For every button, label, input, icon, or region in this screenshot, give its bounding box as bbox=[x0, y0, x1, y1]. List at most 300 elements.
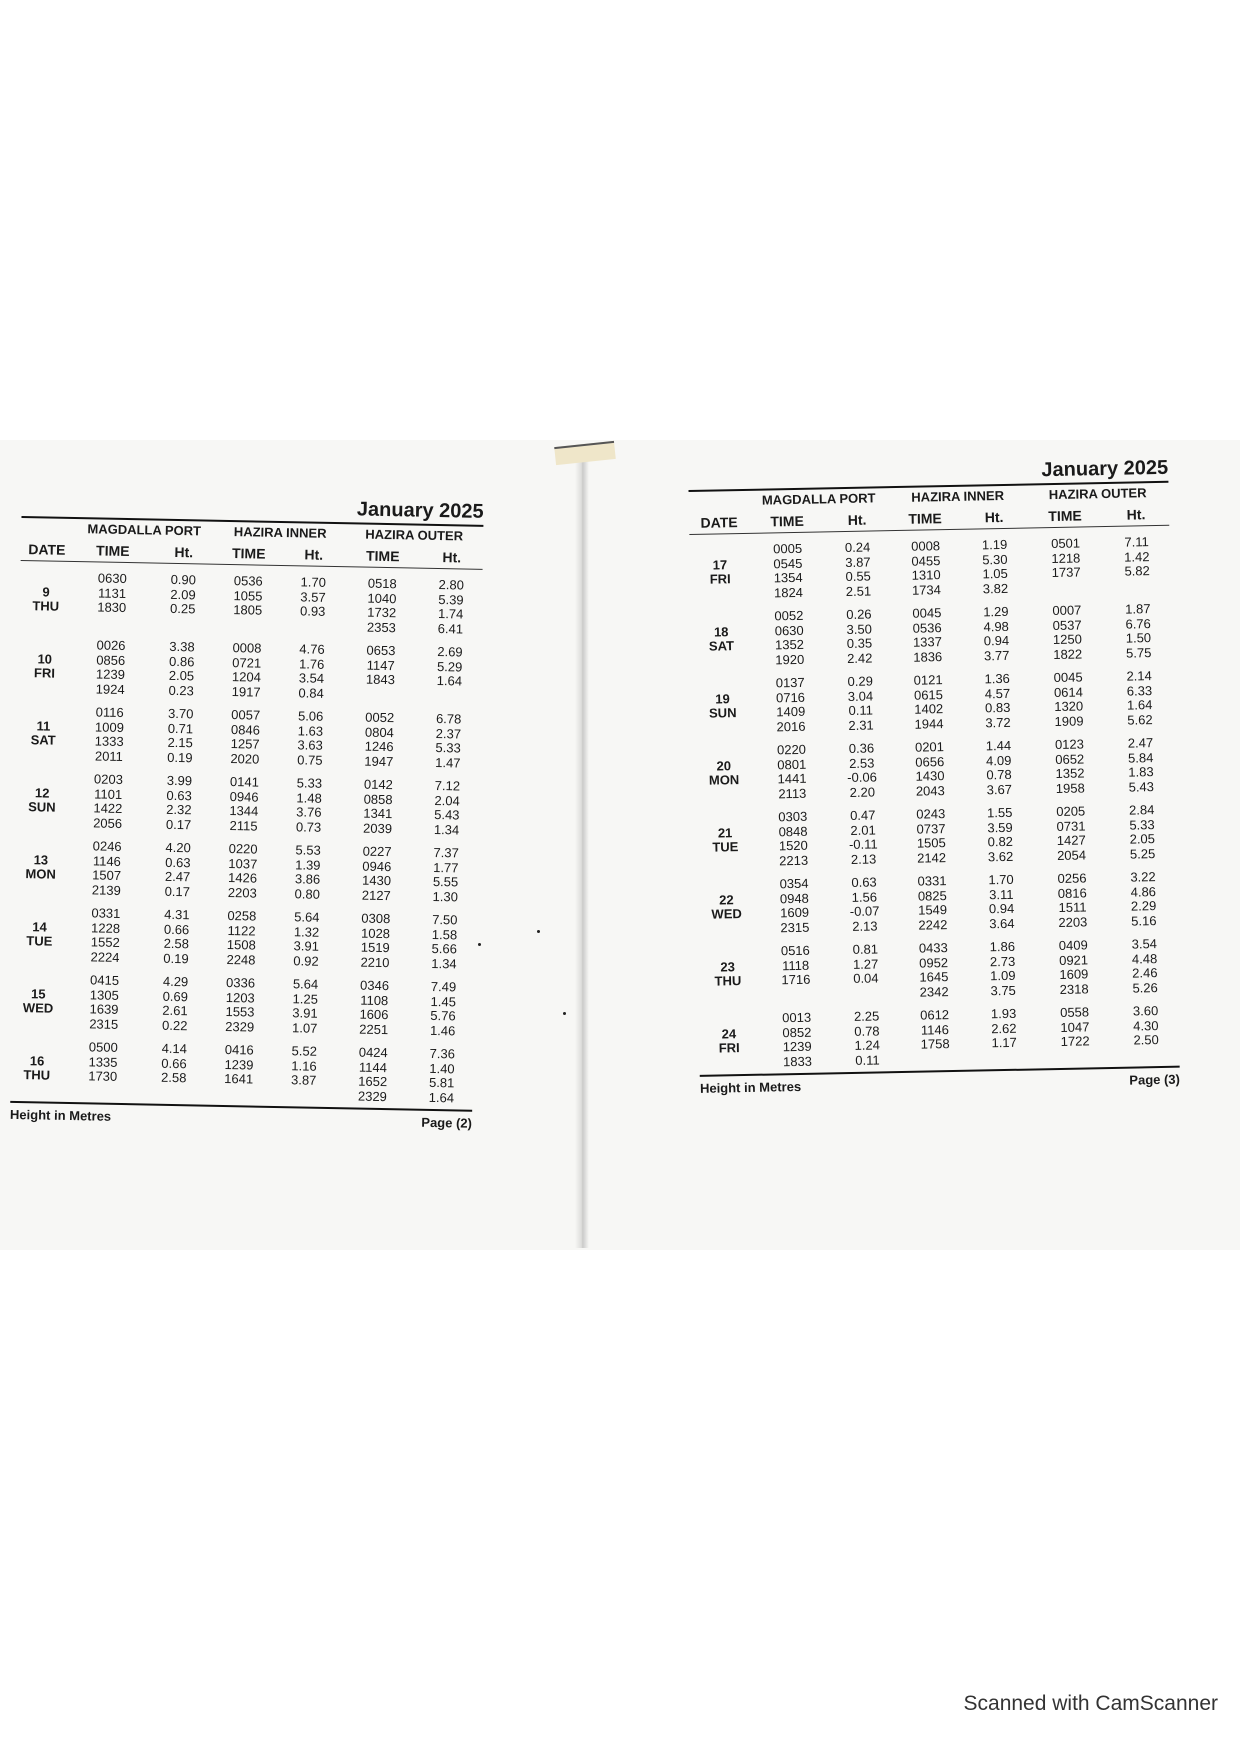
tide-page-left bbox=[10, 490, 484, 1131]
hazira-inner-time-cell: 0846 bbox=[230, 721, 261, 738]
magdalla-time-cell: 1609 bbox=[780, 904, 810, 921]
hazira-inner-height-cell: 3.57 bbox=[300, 588, 326, 605]
hazira-inner-time-cell: 1203 bbox=[225, 989, 255, 1006]
hazira-inner-height-cell: 4.98 bbox=[983, 618, 1009, 634]
hazira-outer-height-cell: 7.50 bbox=[432, 911, 458, 928]
hazira-outer-time-cell: 0946 bbox=[362, 858, 392, 874]
weekday: MON bbox=[708, 772, 740, 788]
day-list bbox=[690, 535, 1180, 1071]
hazira-outer-time-cell: 1352 bbox=[1055, 765, 1085, 781]
hazira-outer-height-cell: 4.30 bbox=[1133, 1017, 1159, 1034]
hazira-outer-height-cell: 2.29 bbox=[1130, 898, 1157, 914]
magdalla-time-cell: 0005 bbox=[773, 540, 803, 557]
date-cell bbox=[697, 945, 758, 1004]
hazira-inner-height-cell: 0.73 bbox=[295, 818, 322, 835]
hazira-outer-time-cell: 0308 bbox=[361, 910, 391, 927]
hazira-outer-height-cell: 5.39 bbox=[438, 591, 464, 607]
hazira-inner-height-cell: 0.82 bbox=[987, 833, 1014, 850]
magdalla-height-cell: 3.87 bbox=[845, 554, 871, 570]
hazira-inner-time-cell: 1402 bbox=[914, 701, 944, 717]
hazira-inner-height-cell: 5.53 bbox=[295, 842, 321, 858]
magdalla-time-cell: 1507 bbox=[92, 867, 122, 883]
day-number: 24 bbox=[721, 1025, 737, 1041]
magdalla-time-cell: 0052 bbox=[774, 607, 804, 624]
hazira-inner-time-cell: 1055 bbox=[233, 587, 263, 604]
hazira-outer-time-column bbox=[1034, 871, 1111, 930]
hazira-inner-height-cell: 5.33 bbox=[296, 775, 323, 791]
magdalla-height-cell: -0.07 bbox=[849, 903, 880, 919]
hazira-outer-time-cell: 0424 bbox=[358, 1044, 388, 1061]
hazira-outer-height-cell: 6.76 bbox=[1125, 615, 1151, 632]
hazira-outer-height-cell: 3.60 bbox=[1132, 1003, 1159, 1019]
hazira-outer-time-cell: 0045 bbox=[1053, 669, 1083, 686]
hazira-inner-time-cell: 0455 bbox=[911, 552, 941, 569]
magdalla-time-column bbox=[67, 772, 148, 832]
magdalla-time-cell: 0801 bbox=[777, 756, 807, 772]
group-magdalla-port: MAGDALLA PORT bbox=[761, 490, 876, 508]
hazira-inner-time-column bbox=[213, 574, 282, 633]
magdalla-height-cell: 2.13 bbox=[852, 917, 878, 934]
weekday: THU bbox=[714, 973, 742, 989]
hazira-inner-time-column bbox=[895, 807, 968, 866]
hazira-inner-height-column bbox=[964, 671, 1031, 730]
day-number: 12 bbox=[34, 784, 50, 801]
hazira-inner-height-cell: 3.67 bbox=[986, 781, 1013, 797]
magdalla-time-cell: 2056 bbox=[93, 814, 123, 831]
magdalla-height-column bbox=[826, 540, 891, 599]
hazira-inner-time-column bbox=[891, 606, 964, 665]
hazira-inner-height-cell: 3.11 bbox=[989, 886, 1014, 902]
day-block bbox=[14, 838, 477, 905]
hazira-outer-time-column bbox=[1031, 737, 1108, 796]
magdalla-time-cell: 1833 bbox=[782, 1053, 813, 1069]
hazira-outer-height-column bbox=[1112, 1004, 1179, 1063]
magdalla-height-cell: 3.70 bbox=[167, 705, 194, 722]
group-hazira-outer: HAZIRA OUTER bbox=[365, 526, 464, 544]
day-block bbox=[19, 570, 482, 637]
day-number: 22 bbox=[718, 891, 734, 907]
magdalla-height-cell: 0.78 bbox=[854, 1022, 880, 1039]
magdalla-time-cell: 0630 bbox=[774, 622, 804, 638]
hazira-inner-height-cell: 0.94 bbox=[983, 632, 1010, 649]
hazira-inner-height-cell: 3.75 bbox=[990, 982, 1016, 998]
hazira-inner-height-cell: 1.09 bbox=[990, 967, 1016, 984]
magdalla-height-cell: 4.29 bbox=[162, 973, 189, 990]
hazira-inner-time-cell: 1944 bbox=[914, 715, 944, 732]
day-block bbox=[690, 535, 1171, 602]
month-title: January 2025 bbox=[356, 498, 484, 523]
hazira-inner-time-cell: 1553 bbox=[225, 1004, 255, 1020]
hazira-inner-time-cell: 0615 bbox=[913, 686, 944, 703]
hazira-outer-time-cell: 1511 bbox=[1058, 899, 1087, 915]
magdalla-height-cell: 0.29 bbox=[847, 673, 873, 689]
hazira-inner-height-column bbox=[276, 843, 339, 902]
group-hazira-inner: HAZIRA INNER bbox=[911, 487, 1005, 505]
hazira-outer-time-cell: 0123 bbox=[1054, 736, 1085, 753]
weekday: WED bbox=[711, 906, 742, 922]
hazira-outer-time-cell: 0142 bbox=[363, 776, 394, 793]
hazira-inner-time-cell: 0825 bbox=[917, 887, 947, 904]
scan-speck bbox=[478, 943, 481, 946]
hazira-outer-time-cell: 0409 bbox=[1058, 937, 1088, 953]
magdalla-height-cell: 0.04 bbox=[853, 970, 879, 986]
magdalla-height-cell: 4.20 bbox=[165, 839, 191, 856]
weekday: TUE bbox=[26, 933, 53, 949]
col-time-label: TIME bbox=[770, 512, 804, 530]
hazira-inner-time-cell: 1645 bbox=[919, 969, 949, 985]
magdalla-time-cell: 0220 bbox=[776, 741, 807, 758]
hazira-inner-time-column bbox=[209, 775, 278, 834]
height-unit-note: Height in Metres bbox=[699, 1078, 802, 1096]
day-number: 20 bbox=[716, 757, 732, 774]
hazira-outer-height-cell: 7.49 bbox=[430, 978, 457, 995]
hazira-outer-height-cell: 1.77 bbox=[433, 859, 459, 875]
hazira-outer-time-cell: 1652 bbox=[358, 1073, 388, 1090]
hazira-inner-time-cell: 0057 bbox=[231, 707, 261, 723]
hazira-inner-time-column bbox=[896, 874, 969, 933]
hazira-outer-height-cell: 5.25 bbox=[1129, 845, 1156, 862]
day-number: 14 bbox=[32, 918, 48, 935]
magdalla-height-cell: 0.17 bbox=[165, 816, 192, 832]
hazira-inner-time-cell: 1917 bbox=[231, 683, 261, 700]
magdalla-height-cell: 2.01 bbox=[850, 821, 876, 838]
magdalla-height-column bbox=[833, 942, 898, 1001]
hazira-inner-height-cell: 5.30 bbox=[982, 551, 1008, 567]
hazira-outer-height-column bbox=[1105, 602, 1172, 661]
hazira-inner-height-cell: 1.05 bbox=[982, 565, 1008, 582]
hazira-outer-height-cell: 5.66 bbox=[431, 940, 458, 957]
hazira-inner-height-column bbox=[963, 604, 1030, 663]
hazira-outer-height-cell: 1.50 bbox=[1125, 630, 1152, 646]
date-cell bbox=[699, 1012, 760, 1071]
magdalla-time-cell: 0630 bbox=[97, 570, 127, 587]
hazira-outer-time-cell: 1047 bbox=[1060, 1018, 1090, 1035]
hazira-inner-time-cell: 0612 bbox=[920, 1007, 950, 1023]
magdalla-height-cell: -0.06 bbox=[847, 769, 877, 785]
magdalla-height-cell: 0.86 bbox=[168, 653, 195, 669]
hazira-outer-time-cell: 0346 bbox=[359, 977, 390, 994]
hazira-outer-height-column bbox=[1111, 937, 1178, 996]
hazira-outer-time-column bbox=[1036, 1005, 1113, 1064]
magdalla-time-cell: 0203 bbox=[93, 771, 124, 787]
magdalla-height-column bbox=[146, 840, 209, 899]
hazira-inner-time-column bbox=[208, 842, 277, 901]
hazira-inner-time-column bbox=[889, 539, 962, 598]
magdalla-height-cell: 0.47 bbox=[849, 807, 876, 823]
magdalla-height-column bbox=[831, 808, 896, 867]
hazira-inner-height-column bbox=[968, 872, 1035, 931]
hazira-inner-time-column bbox=[207, 909, 276, 968]
hazira-outer-time-cell: 1909 bbox=[1054, 712, 1084, 729]
hazira-outer-time-column bbox=[1029, 603, 1106, 662]
col-ht-label: Ht. bbox=[1126, 506, 1146, 523]
hazira-inner-height-column bbox=[969, 939, 1036, 998]
day-number: 21 bbox=[717, 824, 733, 840]
magdalla-time-cell: 1228 bbox=[91, 919, 121, 936]
magdalla-height-column bbox=[142, 1041, 205, 1100]
magdalla-time-cell: 0354 bbox=[779, 875, 809, 892]
hazira-inner-time-cell: 2020 bbox=[230, 750, 260, 767]
col-ht-label: Ht. bbox=[442, 549, 462, 566]
hazira-inner-time-cell: 1257 bbox=[230, 736, 260, 752]
col-date-label: DATE bbox=[700, 514, 738, 531]
hazira-outer-time-column bbox=[1030, 670, 1107, 729]
date-cell bbox=[14, 838, 67, 897]
hazira-outer-time-column bbox=[334, 1045, 411, 1104]
hazira-inner-time-cell: 1641 bbox=[224, 1070, 254, 1087]
hazira-outer-time-cell: 1246 bbox=[364, 738, 394, 755]
hazira-inner-height-cell: 1.32 bbox=[293, 923, 320, 940]
hazira-inner-time-cell: 0141 bbox=[229, 774, 260, 790]
day-number: 18 bbox=[713, 623, 729, 640]
hazira-inner-height-cell: 3.54 bbox=[298, 670, 325, 686]
hazira-inner-height-cell: 1.44 bbox=[985, 737, 1012, 754]
book-fold bbox=[575, 448, 589, 1248]
hazira-outer-height-cell: 5.43 bbox=[1128, 778, 1155, 795]
hazira-outer-time-cell: 0537 bbox=[1052, 616, 1082, 633]
magdalla-time-cell: 0116 bbox=[95, 704, 124, 720]
hazira-inner-height-cell: 0.84 bbox=[298, 684, 324, 701]
hazira-outer-time-cell: 1108 bbox=[360, 992, 389, 1008]
hazira-inner-time-cell: 0008 bbox=[911, 538, 941, 554]
magdalla-time-cell: 2213 bbox=[779, 852, 809, 868]
hazira-inner-height-cell: 1.29 bbox=[983, 603, 1009, 620]
hazira-outer-height-column bbox=[1106, 669, 1173, 728]
magdalla-time-cell: 0246 bbox=[92, 838, 122, 854]
magdalla-height-cell: 0.24 bbox=[844, 539, 871, 556]
hazira-outer-height-cell: 4.48 bbox=[1131, 950, 1158, 967]
hazira-outer-height-cell: 1.58 bbox=[431, 926, 458, 942]
hazira-inner-height-cell: 3.63 bbox=[297, 737, 323, 753]
col-ht-label: Ht. bbox=[847, 511, 867, 528]
hazira-inner-time-cell: 0336 bbox=[225, 975, 256, 991]
date-cell bbox=[693, 744, 754, 803]
magdalla-height-cell: 2.20 bbox=[849, 783, 876, 800]
day-number: 9 bbox=[42, 583, 50, 600]
magdalla-time-cell: 2315 bbox=[89, 1015, 119, 1032]
hazira-inner-height-cell: 1.70 bbox=[300, 574, 327, 590]
hazira-inner-height-column bbox=[965, 738, 1032, 797]
hazira-outer-time-column bbox=[336, 978, 413, 1037]
weekday: SUN bbox=[708, 705, 737, 721]
hazira-outer-height-cell: 2.84 bbox=[1128, 802, 1155, 818]
page-number: Page (3) bbox=[1129, 1071, 1181, 1088]
hazira-inner-height-column bbox=[274, 977, 337, 1036]
weekday: FRI bbox=[709, 571, 731, 587]
magdalla-time-cell: 2224 bbox=[90, 948, 120, 965]
hazira-inner-time-cell: 2115 bbox=[229, 817, 258, 834]
magdalla-height-cell: 4.31 bbox=[164, 906, 190, 923]
month-title: January 2025 bbox=[1041, 456, 1169, 482]
hazira-outer-height-column bbox=[1109, 803, 1176, 862]
magdalla-height-cell: 0.66 bbox=[163, 921, 190, 937]
magdalla-time-cell: 2113 bbox=[778, 785, 807, 801]
magdalla-time-cell: 0545 bbox=[773, 555, 803, 571]
hazira-outer-height-cell: 2.46 bbox=[1132, 965, 1158, 981]
hazira-outer-height-cell: 2.69 bbox=[437, 644, 463, 660]
hazira-outer-time-cell: 2054 bbox=[1056, 846, 1087, 863]
magdalla-height-cell: 2.13 bbox=[850, 850, 877, 867]
hazira-outer-height-cell: 5.43 bbox=[434, 806, 460, 823]
hazira-outer-time-cell: 2127 bbox=[361, 887, 391, 903]
magdalla-height-cell: 2.51 bbox=[845, 583, 872, 599]
magdalla-height-cell: 1.56 bbox=[851, 888, 878, 905]
magdalla-time-column bbox=[65, 906, 146, 966]
magdalla-time-cell: 1009 bbox=[94, 718, 125, 735]
day-number: 16 bbox=[29, 1052, 45, 1069]
date-cell bbox=[17, 704, 70, 763]
hazira-outer-height-cell: 2.14 bbox=[1126, 668, 1152, 684]
col-time-label: TIME bbox=[908, 510, 942, 527]
magdalla-time-column bbox=[66, 839, 147, 899]
magdalla-height-cell: 0.22 bbox=[161, 1017, 188, 1033]
hazira-inner-time-column bbox=[204, 1043, 273, 1102]
hazira-outer-time-column bbox=[337, 911, 414, 970]
date-spacer bbox=[21, 518, 73, 539]
hazira-inner-height-column bbox=[961, 537, 1028, 596]
magdalla-height-cell: 2.58 bbox=[163, 935, 190, 952]
group-hazira-outer: HAZIRA OUTER bbox=[1048, 485, 1147, 503]
magdalla-height-cell: 0.35 bbox=[846, 635, 873, 651]
magdalla-time-column bbox=[753, 742, 830, 801]
magdalla-height-column bbox=[827, 607, 892, 666]
hazira-inner-time-cell: 2329 bbox=[225, 1018, 255, 1035]
magdalla-time-column bbox=[752, 675, 829, 734]
hazira-inner-height-column bbox=[281, 575, 344, 634]
hazira-outer-time-cell: 2203 bbox=[1058, 913, 1088, 930]
hazira-inner-height-cell: 5.06 bbox=[297, 708, 324, 724]
hazira-outer-height-cell: 2.50 bbox=[1133, 1032, 1159, 1048]
hazira-inner-height-cell: 1.36 bbox=[984, 670, 1010, 687]
hazira-inner-time-cell: 1426 bbox=[227, 870, 258, 886]
magdalla-height-cell: 0.66 bbox=[161, 1055, 187, 1071]
weekday: MON bbox=[25, 866, 56, 882]
hazira-inner-height-cell: 0.94 bbox=[988, 900, 1015, 917]
hazira-inner-height-cell: 3.87 bbox=[290, 1072, 317, 1088]
hazira-inner-time-cell: 0737 bbox=[916, 820, 946, 837]
hazira-outer-time-column bbox=[1033, 804, 1110, 863]
hazira-outer-time-cell: 1320 bbox=[1054, 698, 1084, 715]
hazira-inner-height-cell: 0.93 bbox=[299, 603, 326, 619]
magdalla-time-cell: 0415 bbox=[89, 972, 120, 988]
hazira-outer-time-cell: 1606 bbox=[359, 1006, 389, 1023]
magdalla-height-cell: 0.63 bbox=[165, 854, 191, 870]
weekday: THU bbox=[32, 598, 60, 614]
weekday: SAT bbox=[30, 732, 56, 748]
col-ht-label: Ht. bbox=[304, 546, 324, 563]
weekday: FRI bbox=[718, 1040, 740, 1056]
hazira-inner-time-cell: 2242 bbox=[918, 916, 948, 933]
hazira-outer-time-cell: 0858 bbox=[363, 791, 393, 807]
magdalla-height-cell: 0.69 bbox=[162, 988, 189, 1004]
day-block bbox=[692, 669, 1173, 736]
tide-page-right bbox=[688, 455, 1180, 1096]
magdalla-time-column bbox=[750, 541, 827, 600]
hazira-outer-time-cell: 0227 bbox=[362, 843, 392, 860]
hazira-outer-time-cell: 0518 bbox=[367, 575, 397, 592]
magdalla-height-column bbox=[829, 741, 894, 800]
weekday: SUN bbox=[28, 799, 56, 815]
hazira-inner-time-cell: 1734 bbox=[911, 581, 942, 598]
date-spacer bbox=[689, 491, 749, 512]
magdalla-time-cell: 2016 bbox=[776, 718, 806, 734]
hazira-outer-height-column bbox=[412, 980, 475, 1039]
magdalla-time-cell: 1422 bbox=[93, 800, 123, 816]
magdalla-height-cell: 1.24 bbox=[854, 1037, 880, 1053]
date-cell bbox=[692, 677, 753, 736]
hazira-inner-height-cell: 5.64 bbox=[292, 976, 319, 992]
hazira-inner-time-cell: 0721 bbox=[232, 654, 262, 671]
hazira-outer-time-cell: 2039 bbox=[362, 820, 393, 836]
hazira-outer-height-cell: 5.29 bbox=[436, 658, 463, 674]
hazira-inner-time-cell: 2203 bbox=[227, 884, 257, 901]
hazira-inner-height-column bbox=[279, 709, 342, 768]
magdalla-time-cell: 1146 bbox=[92, 852, 122, 869]
hazira-inner-time-cell: 1549 bbox=[917, 902, 948, 918]
day-number: 23 bbox=[720, 958, 736, 974]
hazira-inner-height-cell: 1.39 bbox=[295, 856, 321, 873]
hazira-inner-height-cell: 1.48 bbox=[296, 789, 322, 806]
magdalla-time-cell: 1920 bbox=[775, 651, 805, 667]
magdalla-time-cell: 1730 bbox=[88, 1068, 118, 1084]
col-ht-label: Ht. bbox=[984, 508, 1004, 526]
hazira-inner-time-cell: 1204 bbox=[231, 669, 262, 685]
hazira-outer-height-cell: 2.80 bbox=[438, 577, 465, 593]
day-number: 17 bbox=[712, 556, 728, 573]
hazira-outer-time-cell: 1040 bbox=[367, 590, 397, 606]
hazira-outer-time-cell: 0256 bbox=[1057, 870, 1087, 886]
hazira-inner-height-cell: 2.73 bbox=[989, 953, 1016, 969]
hazira-outer-height-cell: 1.64 bbox=[1126, 697, 1153, 713]
magdalla-height-column bbox=[149, 706, 212, 765]
hazira-inner-time-cell: 1122 bbox=[227, 922, 256, 939]
page-number: Page (2) bbox=[421, 1114, 473, 1131]
hazira-outer-height-cell: 5.16 bbox=[1131, 912, 1157, 929]
hazira-outer-height-cell: 7.36 bbox=[429, 1045, 456, 1062]
magdalla-time-cell: 1118 bbox=[781, 957, 810, 973]
magdalla-height-cell: 3.38 bbox=[169, 638, 195, 655]
magdalla-height-cell: 0.23 bbox=[168, 682, 194, 698]
hazira-outer-height-cell: 1.64 bbox=[428, 1089, 455, 1105]
hazira-inner-height-cell: 1.19 bbox=[981, 536, 1008, 553]
magdalla-height-cell: 0.26 bbox=[846, 606, 872, 622]
hazira-outer-height-column bbox=[1110, 870, 1177, 929]
hazira-outer-time-cell: 1341 bbox=[363, 805, 393, 822]
hazira-outer-height-cell: 2.05 bbox=[1129, 831, 1156, 847]
hazira-outer-time-column bbox=[1027, 536, 1104, 595]
col-time-label: TIME bbox=[95, 542, 130, 560]
hazira-inner-time-cell: 1239 bbox=[224, 1056, 254, 1073]
hazira-inner-height-cell: 3.64 bbox=[989, 915, 1015, 931]
magdalla-time-column bbox=[70, 638, 151, 698]
hazira-outer-time-cell: 0501 bbox=[1050, 535, 1081, 552]
hazira-inner-height-cell: 1.93 bbox=[990, 1005, 1017, 1022]
magdalla-time-cell: 1131 bbox=[97, 584, 127, 601]
day-number: 15 bbox=[30, 985, 46, 1002]
hazira-outer-time-cell: 1609 bbox=[1059, 966, 1089, 982]
date-cell bbox=[15, 771, 68, 830]
group-hazira-inner: HAZIRA INNER bbox=[233, 524, 327, 541]
magdalla-time-cell: 1639 bbox=[89, 1001, 119, 1017]
magdalla-height-cell: 0.11 bbox=[848, 702, 874, 718]
hazira-outer-time-cell: 1958 bbox=[1055, 779, 1085, 796]
magdalla-height-cell: 3.50 bbox=[846, 621, 872, 637]
camscanner-watermark: Scanned with CamScanner bbox=[963, 1692, 1218, 1715]
hazira-outer-height-cell: 6.33 bbox=[1126, 682, 1153, 699]
magdalla-height-cell: 2.53 bbox=[848, 754, 875, 771]
hazira-outer-height-cell: 2.04 bbox=[434, 792, 460, 808]
hazira-inner-time-cell: 0008 bbox=[232, 640, 262, 656]
